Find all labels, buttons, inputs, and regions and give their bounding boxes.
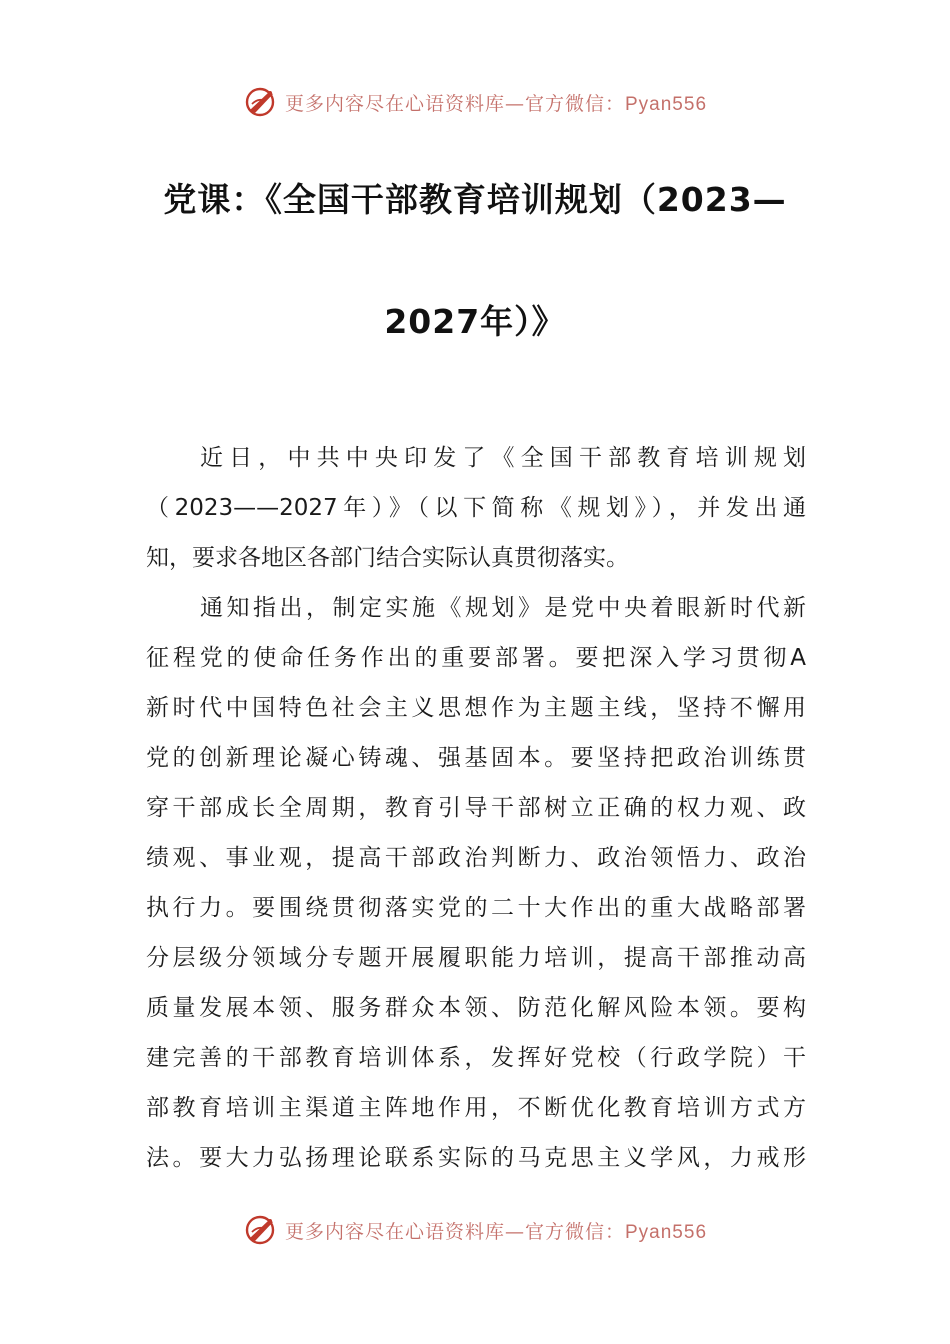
footer-banner bbox=[0, 1210, 950, 1250]
banner-text bbox=[285, 1217, 707, 1244]
body-line: （2023——2027年）》（以下简称《规划》），并发出通 bbox=[146, 495, 806, 521]
pen-logo-icon bbox=[243, 84, 279, 120]
body-line: 通知指出，制定实施《规划》是党中央着眼新时代新 bbox=[200, 595, 806, 621]
wechat-id: Pyan556 bbox=[625, 1221, 708, 1243]
pen-logo-icon bbox=[243, 1212, 279, 1248]
body-line: 知，要求各地区各部门结合实际认真贯彻落实。 bbox=[146, 545, 629, 571]
body-line: 征程党的使命任务作出的重要部署。要把深入学习贯彻A bbox=[146, 645, 806, 671]
body-line: 新时代中国特色社会主义思想作为主题主线，坚持不懈用 bbox=[146, 695, 806, 721]
body-line: 近日，中共中央印发了《全国干部教育培训规划 bbox=[200, 445, 806, 471]
document-title-line-2: 2027年）》 bbox=[384, 302, 566, 341]
body-line: 分层级分领域分专题开展履职能力培训，提高干部推动高 bbox=[146, 945, 806, 971]
body-line: 绩观、事业观，提高干部政治判断力、政治领悟力、政治 bbox=[146, 845, 806, 871]
body-line: 穿干部成长全周期，教育引导干部树立正确的权力观、政 bbox=[146, 795, 806, 821]
body-line: 法。要大力弘扬理论联系实际的马克思主义学风，力戒形 bbox=[146, 1145, 806, 1171]
banner-caption: 更多内容尽在心语资料库—官方微信： bbox=[284, 1220, 625, 1243]
document-body bbox=[146, 433, 806, 1183]
body-line: 建完善的干部教育培训体系，发挥好党校（行政学院）干 bbox=[146, 1045, 806, 1071]
body-line: 党的创新理论凝心铸魂、强基固本。要坚持把政治训练贯 bbox=[146, 745, 806, 771]
body-line: 质量发展本领、服务群众本领、防范化解风险本领。要构 bbox=[146, 995, 806, 1021]
document-title-line-1: 党课：《全国干部教育培训规划（2023— bbox=[163, 180, 787, 219]
banner-caption: 更多内容尽在心语资料库—官方微信： bbox=[284, 92, 625, 115]
wechat-id: Pyan556 bbox=[625, 93, 708, 115]
body-line: 部教育培训主渠道主阵地作用，不断优化教育培训方式方 bbox=[146, 1095, 806, 1121]
banner-text bbox=[285, 89, 707, 116]
header-banner bbox=[0, 82, 950, 122]
body-line: 执行力。要围绕贯彻落实党的二十大作出的重大战略部署 bbox=[146, 895, 806, 921]
